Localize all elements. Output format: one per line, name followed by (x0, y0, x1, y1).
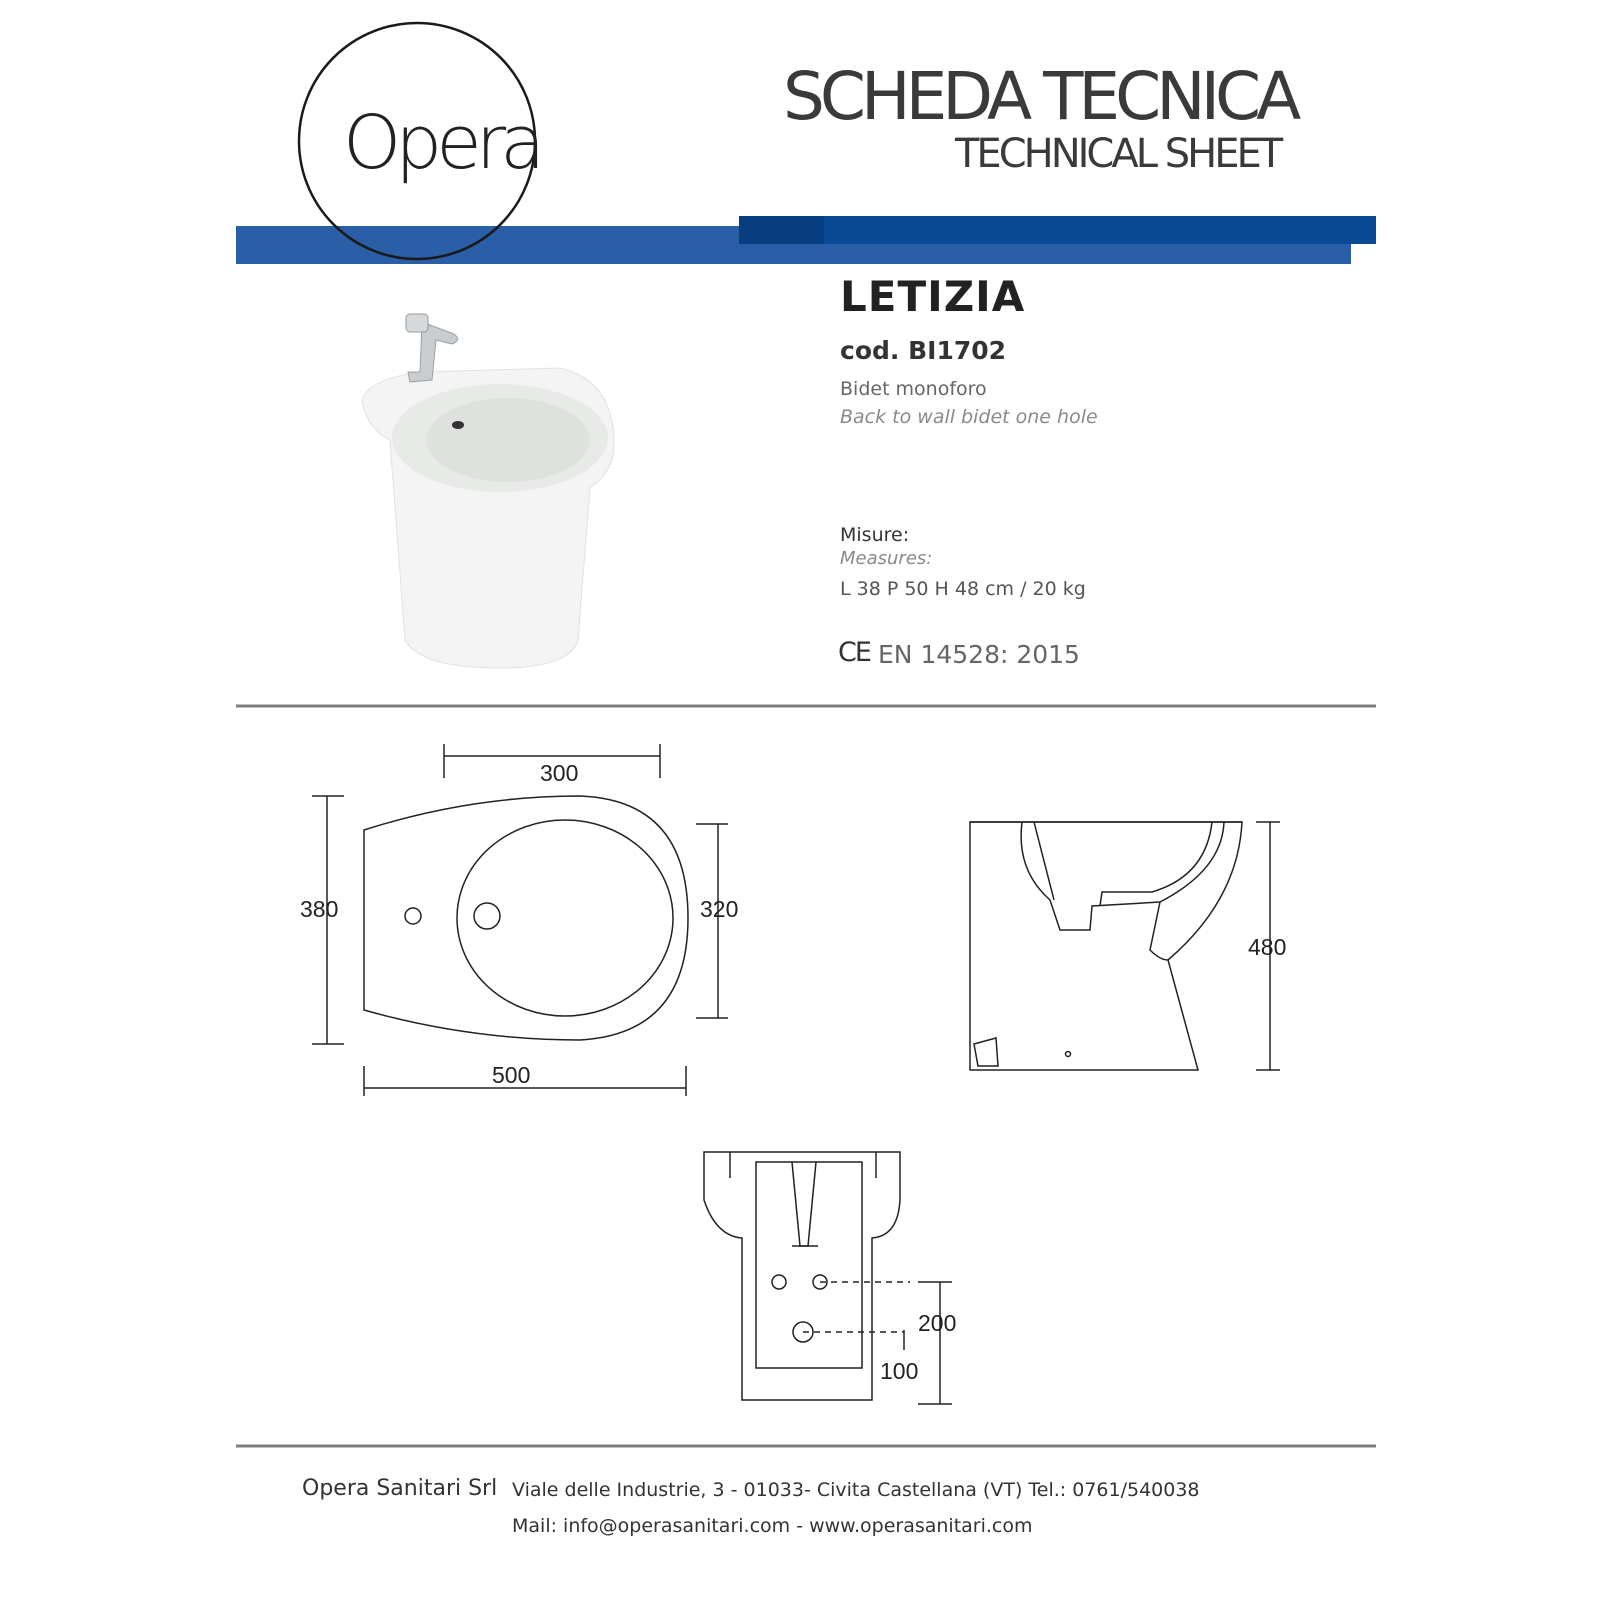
measures-value: L 38 P 50 H 48 cm / 20 kg (840, 578, 1086, 600)
dim-side-height: 480 (1248, 934, 1287, 960)
sheet-title-it: SCHEDA TECNICA (783, 58, 1297, 135)
dim-rear-b: 100 (880, 1358, 919, 1384)
product-name: LETIZIA (840, 272, 1026, 321)
sheet-title-en: TECHNICAL SHEET (955, 131, 1281, 177)
side-view-drawing (970, 822, 1280, 1070)
product-code: cod. BI1702 (840, 336, 1007, 365)
certification-standard: EN 14528: 2015 (878, 640, 1080, 669)
footer-company: Opera Sanitari Srl (302, 1476, 498, 1501)
dim-length: 500 (492, 1062, 531, 1088)
product-image (362, 314, 614, 668)
logo-wordmark: Opera (343, 100, 540, 186)
header-band-upper (739, 216, 1376, 244)
footer-contacts: Mail: info@operasanitari.com - www.operasanitari.com (512, 1515, 1033, 1537)
header-band-accent (739, 216, 824, 244)
dim-top-width: 300 (540, 760, 579, 786)
measures-label-en: Measures: (840, 548, 933, 569)
dim-top-height: 380 (300, 896, 339, 922)
footer-address: Viale delle Industrie, 3 - 01033- Civita Castellana (VT) Tel.: 0761/540038 (512, 1479, 1200, 1501)
ce-mark-icon: CE (838, 637, 870, 668)
measures-label: Misure: (840, 524, 910, 546)
dim-basin: 320 (700, 896, 739, 922)
product-description-it: Bidet monoforo (840, 378, 987, 400)
top-view-drawing (312, 744, 728, 1096)
dim-rear-a: 200 (918, 1310, 957, 1336)
product-description-en: Back to wall bidet one hole (840, 406, 1098, 428)
